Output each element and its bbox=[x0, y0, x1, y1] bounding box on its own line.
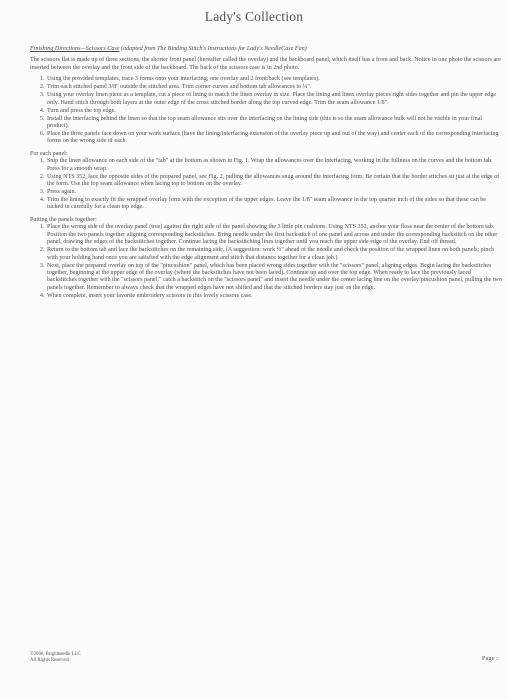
list-item: 2. Trim each stitched panel 3/8" outside the stitched area. Trim corner curves and bottom tab allowances to ¼". bbox=[46, 84, 502, 91]
steps-list-2 bbox=[30, 158, 502, 212]
footer-copyright bbox=[30, 652, 81, 664]
list-item: 1. Place the wrong side of the overlay panel (tree) against the right side of the panel showing the 3 little pin cushions. Using NTS 352, anchor your floss near the center of the bottom tab. Position the two panels together aligning corresponding backstitches. Bring needle under the first backstitch of one panel and across and under the corresponding backstitch on the other panel, drawing the edges of the backstitches together. Continue lacing the backstitching lines together until you reach the upper side edge of the overlay. End off thread. bbox=[46, 224, 502, 246]
list-item: 1. Using the provided templates, trace 3 forms onto your interfacing; one overlay and 2 front/back (see templates). bbox=[46, 76, 502, 83]
document-body bbox=[30, 46, 502, 305]
intro-paragraph: The scissors flat is made up of three sections, the shorter front panel (hereafter called the overlay) and the backboard panel, which itself has a front and back. Notice in one photo the scissors are inserted between the overlay and the front side of the backboard. The back of the scissors case is in 2nd photo. bbox=[30, 57, 501, 71]
list-item: 6. Place the three panels face down on your work surface (have the lining/interfacing extension of the overlay piece up and out of the way) and center each of the corresponding interfacing forms on the wrong side of each. bbox=[46, 131, 502, 146]
list-item: 2. Return to the bottom tab and lace the backstitches on the remaining side. (A suggestion: work ½" ahead of the needle and check the position of the wrapped linen on both panels; pinch with your holding hand once you are satisfied with the edge alignment and stitch that distance together for a clean job.) bbox=[46, 247, 502, 262]
list-item: 4. When complete, insert your favorite embroidery scissors in this lovely scissors case. bbox=[46, 293, 502, 300]
copyright-text: ©2006, Brightneedle LLC bbox=[30, 652, 81, 657]
list-item: 3. Press again. bbox=[46, 189, 502, 196]
page-number-label: Page : bbox=[481, 655, 498, 662]
page-title: Lady's Collection bbox=[204, 9, 304, 24]
section-label-putting-together: Putting the panels together: bbox=[30, 216, 97, 223]
rights-text: All Rights Reserved bbox=[30, 658, 69, 663]
list-item: 1. Snip the linen allowance on each side of the "tab" at the bottom as shown in Fig. 1. Wrap the allowances over the interfacing, working in the fullness on the curves and the bottom tab. Press for a smooth wrap. bbox=[46, 158, 502, 173]
heading-rest: (adapted from The Binding Stitch's Instructions for Lady's NeedleCase Fan) bbox=[119, 46, 307, 52]
section-heading bbox=[30, 46, 502, 53]
heading-underlined: Finishing Directions—Scissors Case bbox=[30, 46, 120, 52]
list-item: 4. Trim the lining to exactly fit the wrapped overlay form with the exception of the upper edges. Leave the 1/8" seam allowance in the top quarter inch of the sides so that these can be tucked in carefully for a clean top edge. bbox=[46, 197, 502, 212]
steps-list-3 bbox=[30, 224, 502, 300]
list-item: 3. Using your overlay linen piece as a template, cut a piece of lining to match the linen overlay in size. Place the lining and linen overlay pieces right sides together and pin the upper edge only. Hand stitch through both layers at the outer edge of the cross stitched border along the top curved edge. Trim the seam allowance 1/8". bbox=[46, 92, 502, 107]
section-label-each-panel: For each panel: bbox=[30, 150, 68, 157]
list-item: 5. Install the interfacing behind the linen so that the top seam allowance sits over the interfacing on the lining side (this is so the seam allowance bulk will not be visible in your final product). bbox=[46, 116, 502, 131]
list-item: 4. Turn and press the top edge. bbox=[46, 108, 502, 115]
list-item: 2. Using NTS 352, lace the opposite sides of the prepared panel, see Fig. 2, pulling the allowances snug around the interfacing form. Be certain that the border stitches sit just at the edge of the form. Use the top seam allowance when lacing top to bottom on the overlay. bbox=[46, 174, 502, 189]
list-item: 3. Next, place the prepared overlay on top of the "pincushion" panel, which has been placed wrong sides together with the "scissors" panel, aligning edges. Begin lacing the backstitches together, beginning at the upper edge of the overlay (where the backstitches have not been laced). Continue up and over the top edge. When ready to lace the previously laced backstitches together with the "scissors panel," catch a backstitch on the "scissors panel" and insert the needle under the center lacing line on the overlay/pincushion panel, pulling the two panels together. Remember to always check that the wrapped edges have not shifted and that the stitched borders stay just on the edge. bbox=[46, 263, 502, 293]
steps-list-1 bbox=[30, 76, 502, 146]
